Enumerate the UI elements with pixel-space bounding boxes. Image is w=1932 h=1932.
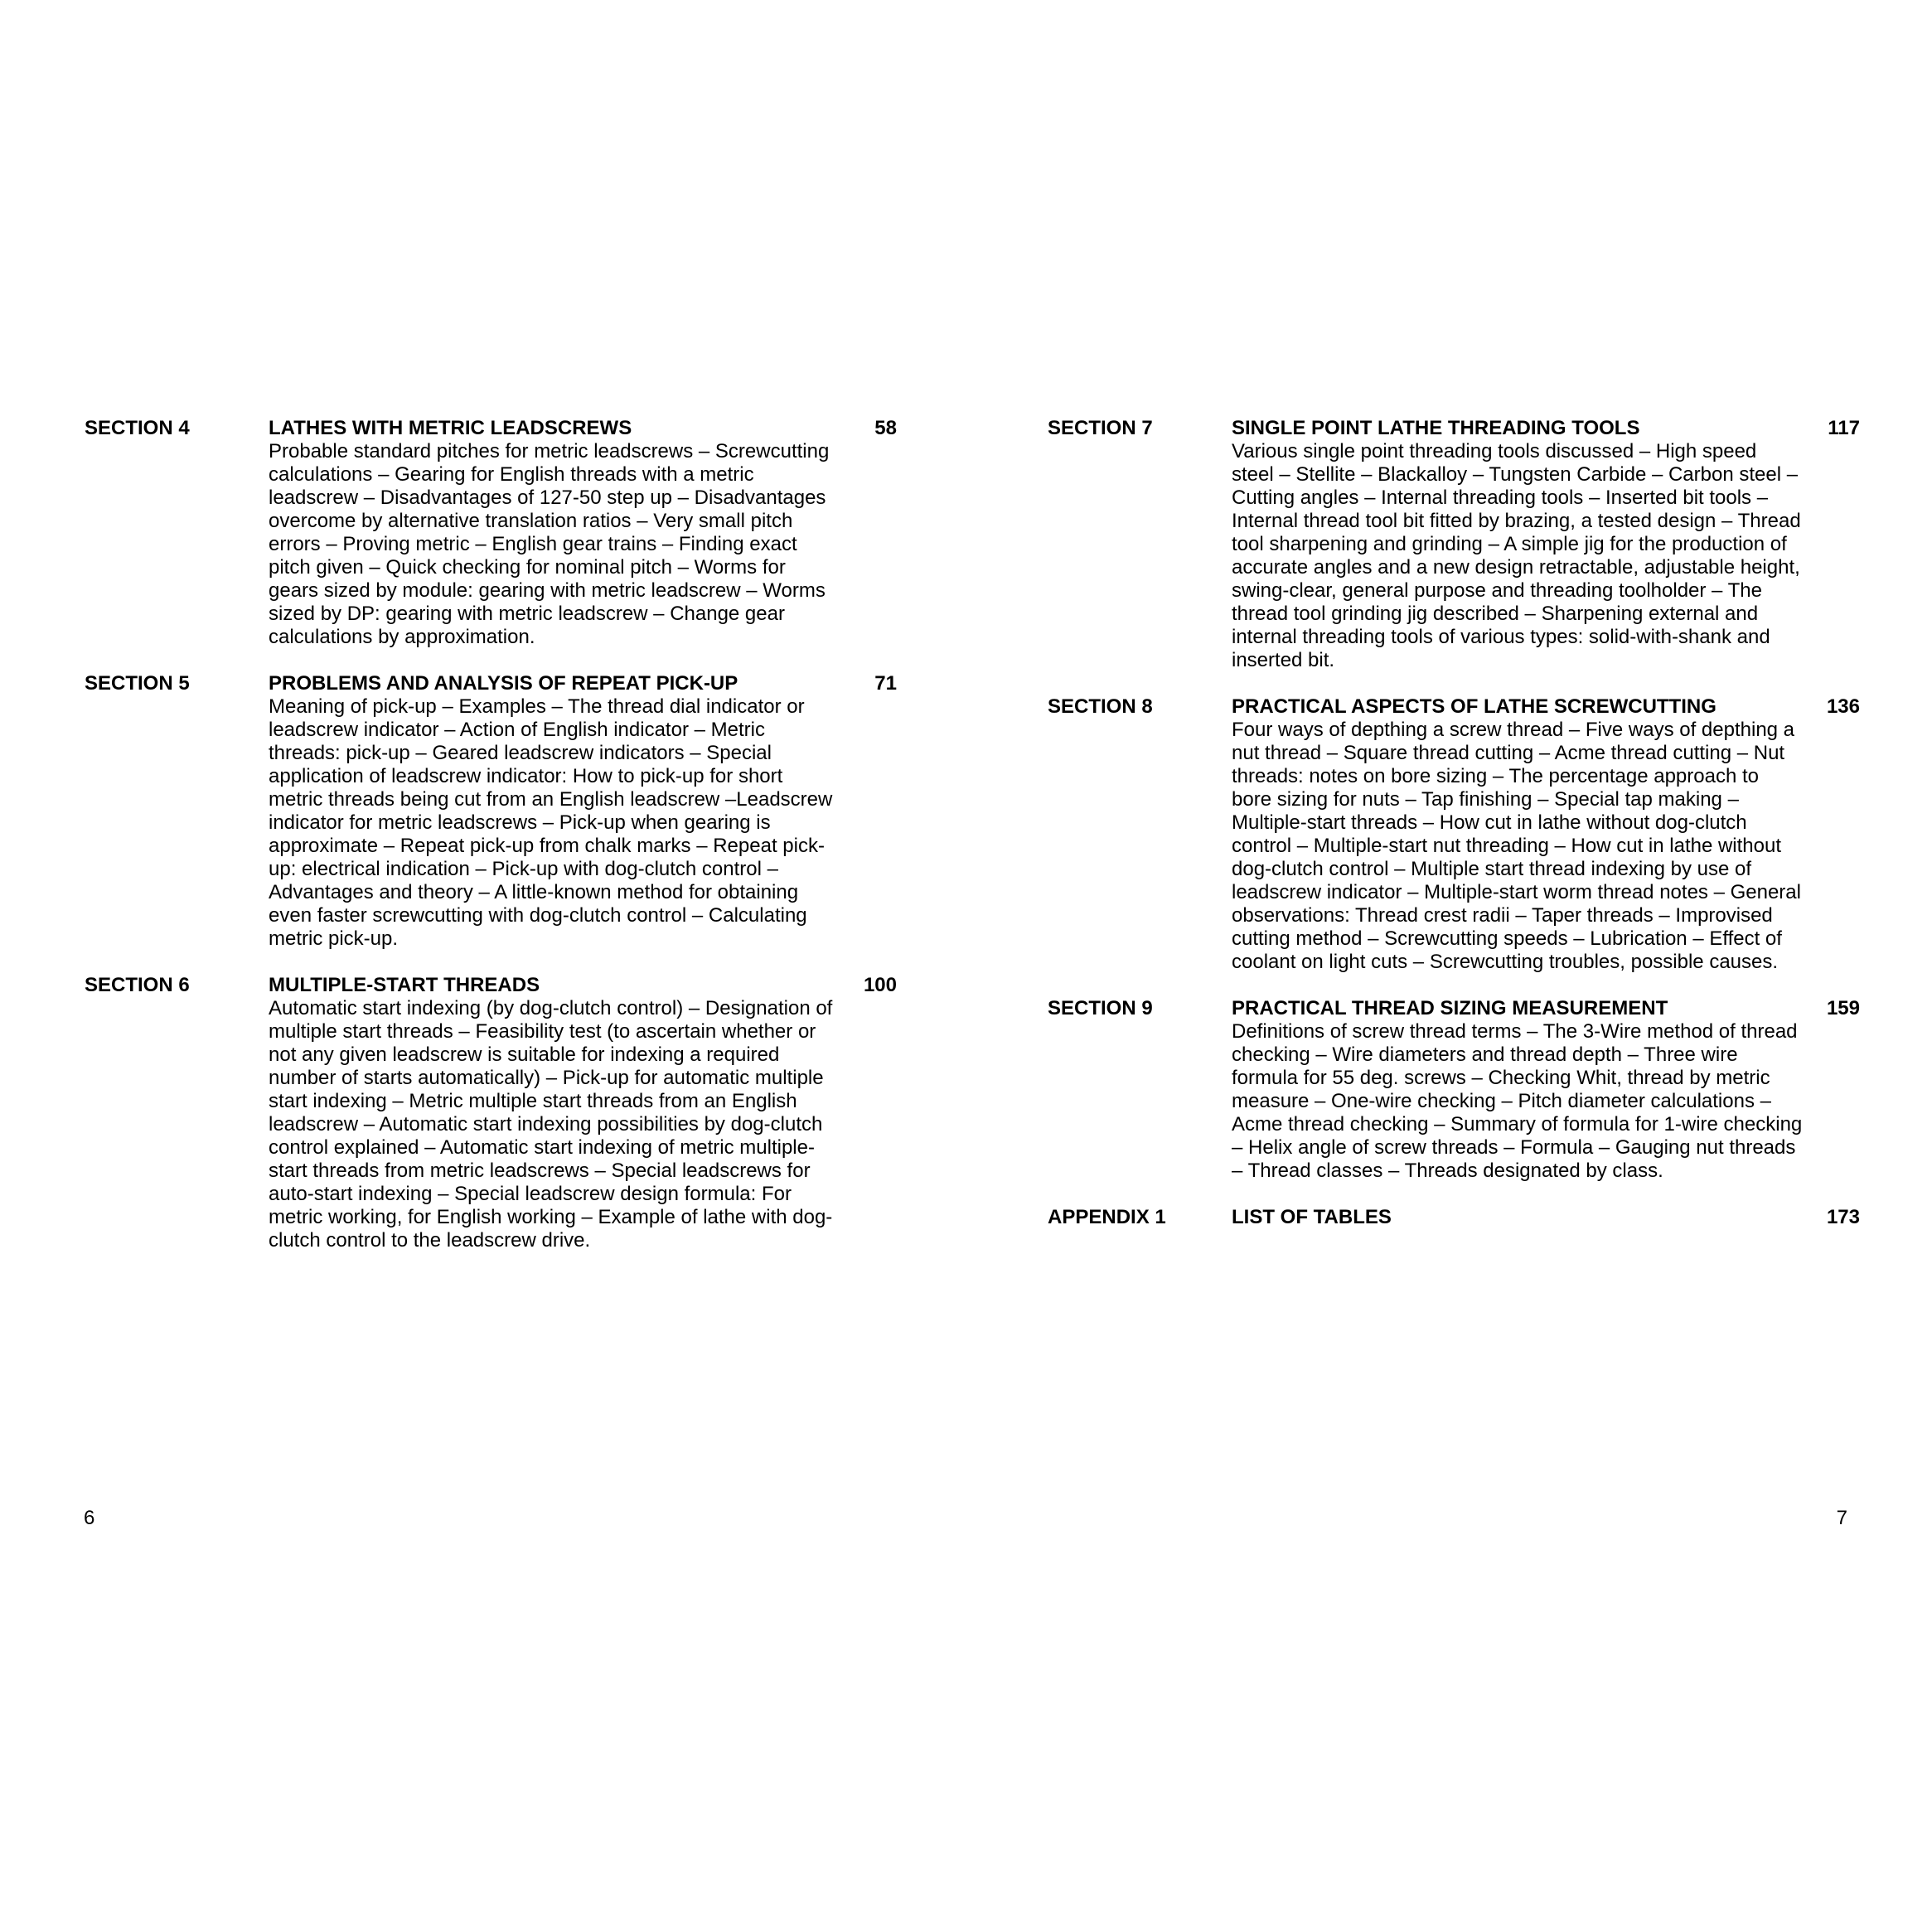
section-title: PROBLEMS AND ANALYSIS OF REPEAT PICK-UP xyxy=(269,672,738,695)
section-label: SECTION 4 xyxy=(85,417,190,439)
section-description: Probable standard pitches for metric leadscrews – Screwcutting calculations – Gearing for English threads with a metric leadscrew – Disadvantages of 127-50 step up – Disadvantages overcome by alternative translation ratios – Very small pitch errors – Proving metric – English gear trains – Finding exact pitch given – Quick checking for nominal pitch – Worms for gears sized by module: gearing with metric leadscrew – Worms sized by DP: gearing with metric leadscrew – Change gear calculations by approximation. xyxy=(269,440,830,648)
page-number: 100 xyxy=(863,974,897,996)
section-description: Automatic start indexing (by dog-clutch control) – Designation of multiple start threads – Feasibility test (to ascertain whether or not any given leadscrew is suitable for indexing a required number of starts automatically) – Pick-up for automatic multiple start indexing – Metric multiple start threads from an English leadscrew – Automatic start indexing possibilities by dog-clutch control explained – Automatic start indexing of metric multiple-start threads from metric leadscrews – Special leadscrews for auto-start indexing – Special leadscrew design formula: For metric working, for English working – Example of lathe with dog-clutch control to the leadscrew drive. xyxy=(269,997,833,1252)
page-number: 117 xyxy=(1828,417,1860,439)
entry-body xyxy=(269,672,840,951)
entry-body xyxy=(269,974,840,1252)
toc-entry xyxy=(1048,1206,1860,1229)
section-title: SINGLE POINT LATHE THREADING TOOLS xyxy=(1232,417,1640,439)
page-number: 71 xyxy=(874,672,897,695)
table-of-contents xyxy=(1048,417,1860,1252)
page-number: 58 xyxy=(874,417,897,439)
section-label: SECTION 5 xyxy=(85,672,190,695)
toc-entry xyxy=(85,974,897,1252)
entry-body xyxy=(1232,417,1804,672)
entry-body xyxy=(1232,1206,1804,1229)
section-description: Definitions of screw thread terms – The 3-Wire method of thread checking – Wire diameters and thread depth – Three wire formula for 55 deg. screws – Checking Whit, thread by metric measure – One-wire checking – Pitch diameter calculations – Acme thread checking – Summary of formula for 1-wire checking – Helix angle of screw threads – Formula – Gauging nut threads – Thread classes – Threads designated by class. xyxy=(1232,1020,1803,1182)
section-label: SECTION 6 xyxy=(85,974,190,996)
section-title: PRACTICAL THREAD SIZING MEASUREMENT xyxy=(1232,997,1668,1019)
page-number: 136 xyxy=(1826,695,1860,718)
toc-entry xyxy=(85,417,897,649)
entry-body xyxy=(1232,997,1804,1183)
entry-body xyxy=(269,417,840,649)
section-description: Four ways of depthing a screw thread – Five ways of depthing a nut thread – Square thread cutting – Acme thread cutting – Nut threads: notes on bore sizing – The percentage approach to bore sizing for nuts – Tap finishing – Special tap making – Multiple-start threads – How cut in lathe without dog-clutch control – Multiple-start nut threading – How cut in lathe without dog-clutch control – Multiple start thread indexing by use of leadscrew indicator – Multiple-start worm thread notes – General observations: Thread crest radii – Taper threads – Improvised cutting method – Screwcutting speeds – Lubrication – Effect of coolant on light cuts – Screwcutting troubles, possible causes. xyxy=(1232,719,1801,973)
section-description: Meaning of pick-up – Examples – The thread dial indicator or leadscrew indicator – Action of English indicator – Metric threads: pick-up – Geared leadscrew indicators – Special application of leadscrew indicator: How to pick-up for short metric threads being cut from an English leadscrew –Leadscrew indicator for metric leadscrews – Pick-up when gearing is approximate – Repeat pick-up from chalk marks – Repeat pick-up: electrical indication – Pick-up with dog-clutch control – Advantages and theory – A little-known method for obtaining even faster screwcutting with dog-clutch control – Calculating metric pick-up. xyxy=(269,695,833,950)
toc-entry xyxy=(1048,417,1860,672)
section-title: PRACTICAL ASPECTS OF LATHE SCREWCUTTING xyxy=(1232,695,1717,718)
section-label: SECTION 9 xyxy=(1048,997,1153,1019)
toc-entry xyxy=(85,672,897,951)
table-of-contents xyxy=(85,417,897,1276)
entry-body xyxy=(1232,695,1804,974)
page-number: 159 xyxy=(1826,997,1860,1019)
section-label: APPENDIX 1 xyxy=(1048,1206,1166,1228)
page-number: 173 xyxy=(1826,1206,1860,1228)
section-label: SECTION 7 xyxy=(1048,417,1153,439)
toc-entry xyxy=(1048,695,1860,974)
folio: 7 xyxy=(1836,1507,1847,1529)
section-title: MULTIPLE-START THREADS xyxy=(269,974,540,996)
section-title: LATHES WITH METRIC LEADSCREWS xyxy=(269,417,632,439)
folio: 6 xyxy=(84,1507,95,1529)
section-label: SECTION 8 xyxy=(1048,695,1153,718)
section-description: Various single point threading tools discussed – High speed steel – Stellite – Blackalloy – Tungsten Carbide – Carbon steel – Cutting angles – Internal threading tools – Inserted bit tools – Internal thread tool bit fitted by brazing, a tested design – Thread tool sharpening and grinding – A simple jig for the production of accurate angles and a new design retractable, adjustable height, swing-clear, general purpose and threading toolholder – The thread tool grinding jig described – Sharpening external and internal threading tools of various types: solid-with-shank and inserted bit. xyxy=(1232,440,1801,671)
toc-entry xyxy=(1048,997,1860,1183)
right-page xyxy=(966,0,1932,1932)
section-title: LIST OF TABLES xyxy=(1232,1206,1392,1228)
